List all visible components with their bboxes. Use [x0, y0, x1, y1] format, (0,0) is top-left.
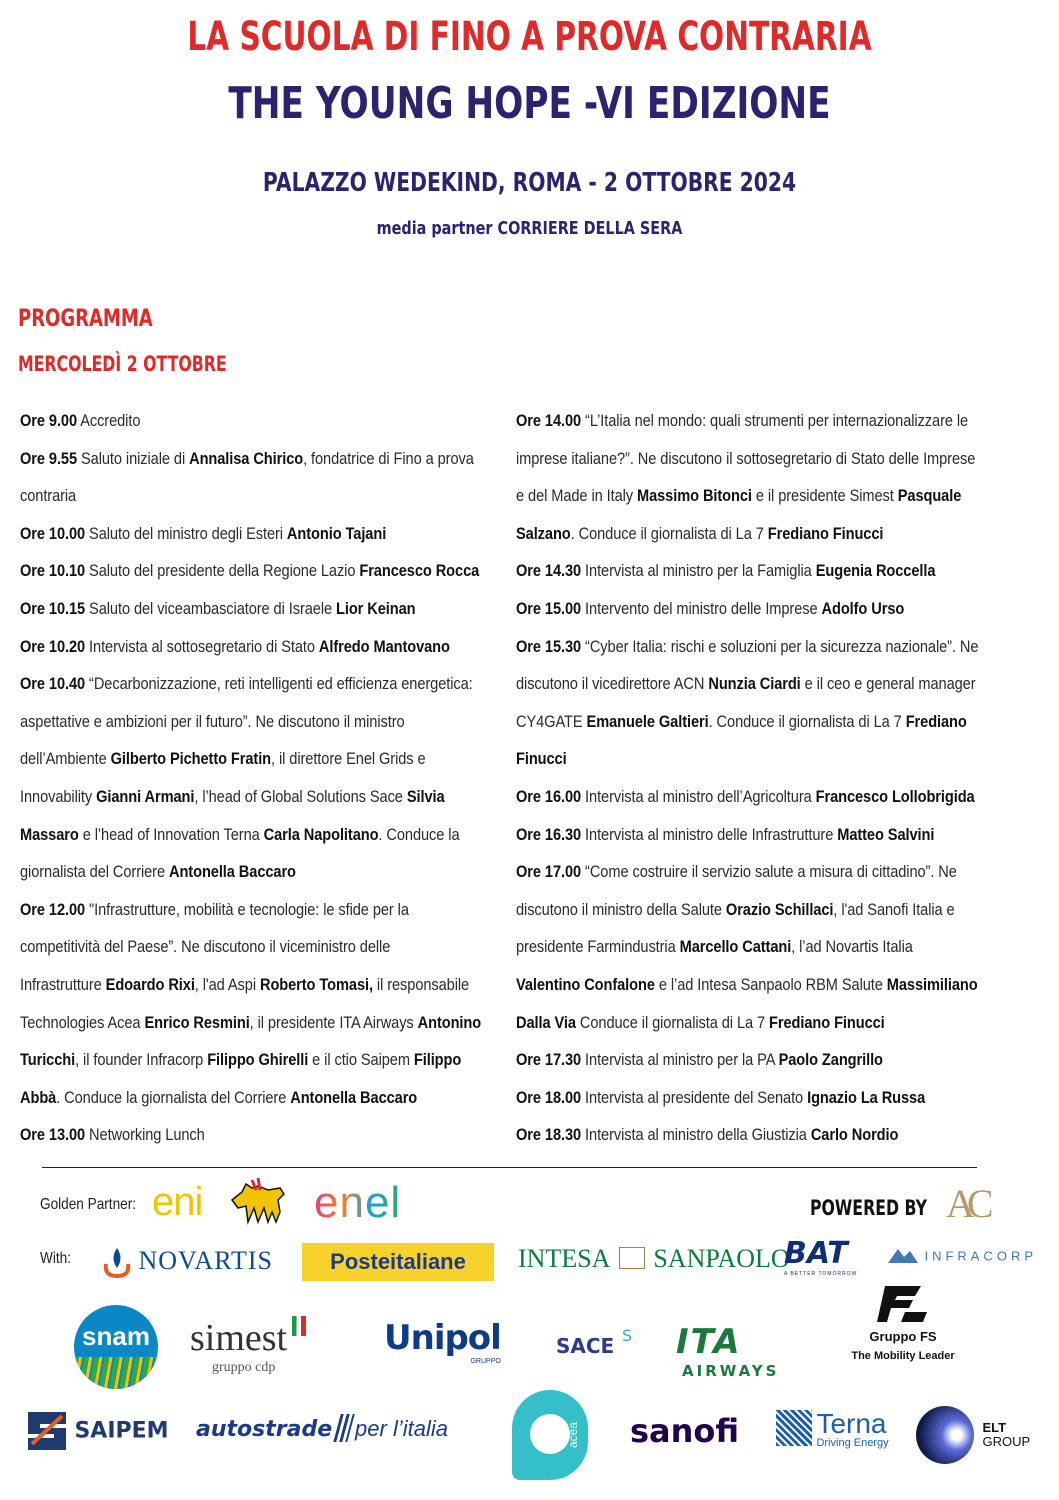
- event-series-title: LA SCUOLA DI FINO A PROVA CONTRARIA: [187, 14, 872, 60]
- sace-mark-icon: S: [622, 1326, 633, 1345]
- bold-text: Frediano: [905, 711, 967, 731]
- text: , il presidente ITA Airways: [249, 1012, 418, 1032]
- program-right-line: [516, 778, 975, 816]
- bat-logo: BAT A BETTER TOMORROW: [784, 1236, 858, 1277]
- text: , l’ad Novartis Italia: [791, 937, 913, 957]
- program-heading: PROGRAMMA: [18, 304, 153, 332]
- text: presidente Farmindustria: [516, 937, 680, 957]
- bold-text: Ore 18.30: [516, 1125, 582, 1145]
- program-left-line: [20, 402, 433, 440]
- bold-text: Ore 10.10: [20, 561, 86, 581]
- text: “Decarbonizzazione, reti intelligenti ed efficienza energetica:: [85, 674, 473, 694]
- bold-text: Ore 10.15: [20, 598, 86, 618]
- elt-group-logo: ELT GROUP: [916, 1406, 1030, 1464]
- bold-text: Filippo: [413, 1050, 462, 1070]
- bold-text: Ore 15.00: [516, 598, 582, 618]
- program-right-column: [516, 402, 1011, 1154]
- program-left-line: [20, 1004, 482, 1042]
- program-right-line: [516, 628, 979, 666]
- program-day: MERCOLEDÌ 2 OTTOBRE: [18, 352, 227, 376]
- text: il responsabile: [372, 974, 470, 994]
- infracorp-logo: INFRACORP: [886, 1247, 1037, 1265]
- bold-text: Francesco Rocca: [359, 561, 480, 581]
- text: . Conduce il giornalista di La 7: [570, 523, 768, 543]
- text: CY4GATE: [516, 711, 587, 731]
- bold-text: Antonio Tajani: [286, 523, 387, 543]
- program-left-line: [20, 853, 433, 891]
- infracorp-mark-icon: [886, 1247, 920, 1265]
- text: Intervista al ministro della Giustizia: [581, 1125, 811, 1145]
- program-right-line: [516, 740, 942, 778]
- enel-logo: enel: [314, 1178, 402, 1227]
- bold-text: Ore 15.30: [516, 636, 582, 656]
- bold-text: Antonella Baccaro: [168, 862, 296, 882]
- text: discutono il vicedirettore ACN: [516, 674, 709, 694]
- text: , il founder Infracorp: [75, 1050, 208, 1070]
- novartis-logo: NOVARTIS: [100, 1244, 273, 1278]
- bold-text: Ore 9.55: [20, 448, 78, 468]
- program-left-line: [20, 552, 480, 590]
- program-right-line: [516, 1079, 942, 1117]
- bold-text: Eugenia Roccella: [815, 561, 936, 581]
- bold-text: Ore 16.00: [516, 786, 582, 806]
- text: Intervista al ministro delle Infrastrutture: [581, 824, 838, 844]
- text: aspettative e ambizioni per il futuro”. Ne discutono il ministro: [20, 711, 405, 731]
- six-legged-dog-icon: [228, 1178, 288, 1226]
- event-edition-title: THE YOUNG HOPE -VI EDIZIONE: [228, 78, 831, 129]
- eni-logo: eni: [152, 1178, 287, 1228]
- bold-text: Ore 18.00: [516, 1087, 582, 1107]
- program-right-line: [516, 928, 942, 966]
- bold-text: Ore 10.20: [20, 636, 86, 656]
- saipem-logo: SAIPEM: [24, 1408, 169, 1454]
- program-right-line: [516, 853, 957, 891]
- program-left-line: [20, 928, 433, 966]
- bold-text: Filippo Ghirelli: [207, 1050, 309, 1070]
- program-left-line: [20, 665, 473, 703]
- text: , l'ad Sanofi Italia e: [833, 899, 955, 919]
- novartis-flame-icon: [100, 1244, 134, 1278]
- text: . Conduce la giornalista del Corriere: [56, 1087, 291, 1107]
- powered-by-label: POWERED BY: [810, 1196, 928, 1220]
- bold-text: Alfredo Mantovano: [318, 636, 450, 656]
- text: , l’head of Global Solutions Sace: [194, 786, 407, 806]
- sace-logo: SACE S: [556, 1326, 633, 1358]
- bold-text: Ore 13.00: [20, 1125, 86, 1145]
- text: Intervista al presidente del Senato: [581, 1087, 808, 1107]
- program-right-line: [516, 552, 942, 590]
- text: giornalista del Corriere: [20, 862, 169, 882]
- bold-text: Ore 10.00: [20, 523, 86, 543]
- bold-text: Frediano Finucci: [769, 1012, 885, 1032]
- ac-logo: AC: [946, 1181, 986, 1226]
- text: "Infrastrutture, mobilità e tecnologie: le sfide per la: [85, 899, 409, 919]
- event-venue-date: PALAZZO WEDEKIND, ROMA - 2 OTTOBRE 2024: [262, 168, 797, 198]
- terna-logo: Terna Driving Energy: [776, 1410, 889, 1449]
- unipol-logo: Unipol GRUPPO: [384, 1318, 501, 1365]
- text: Infrastrutture: [20, 974, 106, 994]
- text: Intervista al sottosegretario di Stato: [85, 636, 319, 656]
- intesa-sanpaolo-logo: INTESA SANPAOLO: [518, 1244, 790, 1273]
- text: . Conduce la: [378, 824, 460, 844]
- program-left-line: [20, 891, 433, 929]
- poste-italiane-logo: Posteitaliane: [302, 1243, 494, 1281]
- text: Networking Lunch: [85, 1125, 205, 1145]
- program-right-line: [516, 515, 942, 553]
- program-right-line: [516, 816, 942, 854]
- bold-text: Pasquale: [897, 486, 962, 506]
- snam-logo: snam: [74, 1305, 158, 1389]
- program-right-line: [516, 966, 978, 1004]
- autostrade-bars-icon: [333, 1414, 355, 1442]
- bold-text: Massimiliano: [886, 974, 978, 994]
- program-left-line: [20, 440, 474, 478]
- elt-sphere-icon: [916, 1406, 974, 1464]
- bold-text: Annalisa Chirico: [189, 448, 304, 468]
- text: Saluto iniziale di: [77, 448, 190, 468]
- text: Conduce il giornalista di La 7: [575, 1012, 770, 1032]
- program-left-line: [20, 590, 433, 628]
- gruppo-fs-logo: Gruppo FS The Mobility Leader: [848, 1284, 958, 1362]
- acea-logo: acea: [512, 1390, 588, 1484]
- text: Intervista al ministro dell’Agricoltura: [581, 786, 816, 806]
- program-right-line: [516, 477, 962, 515]
- bold-text: Francesco Lollobrigida: [815, 786, 975, 806]
- text: dell’Ambiente: [20, 749, 111, 769]
- bold-text: Enrico Resmini: [144, 1012, 250, 1032]
- sanofi-logo: sanofi: [630, 1412, 740, 1450]
- text: e l’ad Intesa Sanpaolo RBM Salute: [654, 974, 887, 994]
- bold-text: Paolo Zangrillo: [778, 1050, 883, 1070]
- program-right-line: [516, 402, 969, 440]
- bold-text: Edoardo Rixi: [105, 974, 195, 994]
- autostrade-logo: autostrade per l’italia: [196, 1416, 448, 1442]
- bold-text: Gianni Armani: [96, 786, 195, 806]
- text: Saluto del presidente della Regione Lazio: [85, 561, 360, 581]
- bold-text: Carla Napolitano: [263, 824, 379, 844]
- bold-text: Antonella Baccaro: [290, 1087, 418, 1107]
- text: Saluto del viceambasciatore di Israele: [85, 598, 336, 618]
- bold-text: Orazio Schillaci: [725, 899, 834, 919]
- bold-text: Ore 9.00: [20, 411, 78, 430]
- divider: [42, 1167, 977, 1168]
- bold-text: Antonino: [417, 1012, 482, 1032]
- text: , l'ad Aspi: [194, 974, 260, 994]
- bold-text: Dalla Via: [516, 1012, 576, 1032]
- simest-logo: simest gruppo cdp: [190, 1316, 306, 1376]
- program-right-line: [516, 440, 976, 478]
- program-left-line: [20, 1079, 433, 1117]
- bold-text: Finucci: [516, 749, 567, 769]
- text: Intervista al ministro per la PA: [581, 1050, 779, 1070]
- program-left-line: [20, 740, 433, 778]
- bold-text: Nunzia Ciardi: [708, 674, 801, 694]
- program-left-line: [20, 778, 445, 816]
- text: imprese italiane?”. Ne discutono il sottosegretario di Stato delle Imprese: [516, 448, 976, 468]
- bold-text: Valentino Confalone: [516, 974, 655, 994]
- bold-text: Abbà: [20, 1087, 57, 1107]
- bold-text: Marcello Cattani: [679, 937, 792, 957]
- bold-text: Lior Keinan: [335, 598, 416, 618]
- program-left-line: [20, 966, 470, 1004]
- program-left-line: [20, 1116, 433, 1154]
- fs-mark-icon: [875, 1284, 931, 1324]
- text: Accredito: [77, 411, 141, 430]
- program-left-line: [20, 628, 450, 666]
- text: e il ceo e general manager: [800, 674, 976, 694]
- golden-partner-label: Golden Partner:: [40, 1196, 137, 1213]
- text: e l’head of Innovation Terna: [78, 824, 264, 844]
- program-left-line: [20, 703, 433, 741]
- text: “Come costruire il servizio salute a misura di cittadino”. Ne: [581, 862, 957, 882]
- text: Technologies Acea: [20, 1012, 145, 1032]
- program-right-line: [516, 665, 976, 703]
- bold-text: Silvia: [406, 786, 445, 806]
- text: competitività del Paese”. Ne discutono il viceministro delle: [20, 937, 391, 957]
- text: Intervento del ministro delle Imprese: [581, 598, 822, 618]
- bold-text: Gilberto Pichetto Fratin: [110, 749, 272, 769]
- bold-text: Frediano Finucci: [767, 523, 884, 543]
- bold-text: Ore 17.30: [516, 1050, 582, 1070]
- bold-text: Emanuele Galtieri: [586, 711, 709, 731]
- text: , fondatrice di Fino a prova: [303, 448, 474, 468]
- text: contraria: [20, 486, 77, 506]
- bold-text: Ore 16.30: [516, 824, 582, 844]
- program-left-line: [20, 515, 433, 553]
- bold-text: Matteo Salvini: [837, 824, 935, 844]
- bold-text: Massaro: [20, 824, 79, 844]
- program-right-line: [516, 1004, 942, 1042]
- bold-text: Carlo Nordio: [810, 1125, 899, 1145]
- bold-text: Ignazio La Russa: [807, 1087, 926, 1107]
- text: e del Made in Italy: [516, 486, 638, 506]
- saipem-mark-icon: [24, 1408, 70, 1454]
- text: Saluto del ministro degli Esteri: [85, 523, 287, 543]
- italian-flag-icon: [292, 1316, 306, 1336]
- program-right-line: [516, 590, 942, 628]
- media-partner: media partner CORRIERE DELLA SERA: [376, 218, 683, 239]
- program-right-line: [516, 891, 955, 929]
- bold-text: Ore 12.00: [20, 899, 86, 919]
- bold-text: Salzano: [516, 523, 571, 543]
- text: “Cyber Italia: rischi e soluzioni per la sicurezza nazionale”. Ne: [581, 636, 979, 656]
- ita-airways-logo: ITA AIRWAYS: [676, 1322, 780, 1380]
- bold-text: Ore 14.30: [516, 561, 582, 581]
- text: e il presidente Simest: [751, 486, 898, 506]
- bold-text: Ore 10.40: [20, 674, 86, 694]
- bold-text: Adolfo Urso: [821, 598, 905, 618]
- with-label: With:: [40, 1250, 71, 1267]
- intesa-mark-icon: [619, 1247, 645, 1269]
- text: Innovability: [20, 786, 97, 806]
- bold-text: Turicchi: [20, 1050, 76, 1070]
- text: . Conduce il giornalista di La 7: [708, 711, 906, 731]
- program-left-line: [20, 816, 460, 854]
- terna-mark-icon: [776, 1410, 812, 1446]
- bold-text: Roberto Tomasi,: [259, 974, 373, 994]
- program-right-line: [516, 1041, 942, 1079]
- program-left-column: [20, 402, 500, 1154]
- program-left-line: [20, 1041, 462, 1079]
- text: Intervista al ministro per la Famiglia: [581, 561, 816, 581]
- bold-text: Massimo Bitonci: [637, 486, 752, 506]
- text: e il ctio Saipem: [308, 1050, 414, 1070]
- bold-text: Ore 14.00: [516, 411, 582, 430]
- bold-text: Ore 17.00: [516, 862, 582, 882]
- program-left-line: [20, 477, 433, 515]
- program-right-line: [516, 1116, 942, 1154]
- text: , il direttore Enel Grids e: [271, 749, 426, 769]
- program-right-line: [516, 703, 967, 741]
- text: “L’Italia nel mondo: quali strumenti per internazionalizzare le: [581, 411, 969, 430]
- text: discutono il ministro della Salute: [516, 899, 726, 919]
